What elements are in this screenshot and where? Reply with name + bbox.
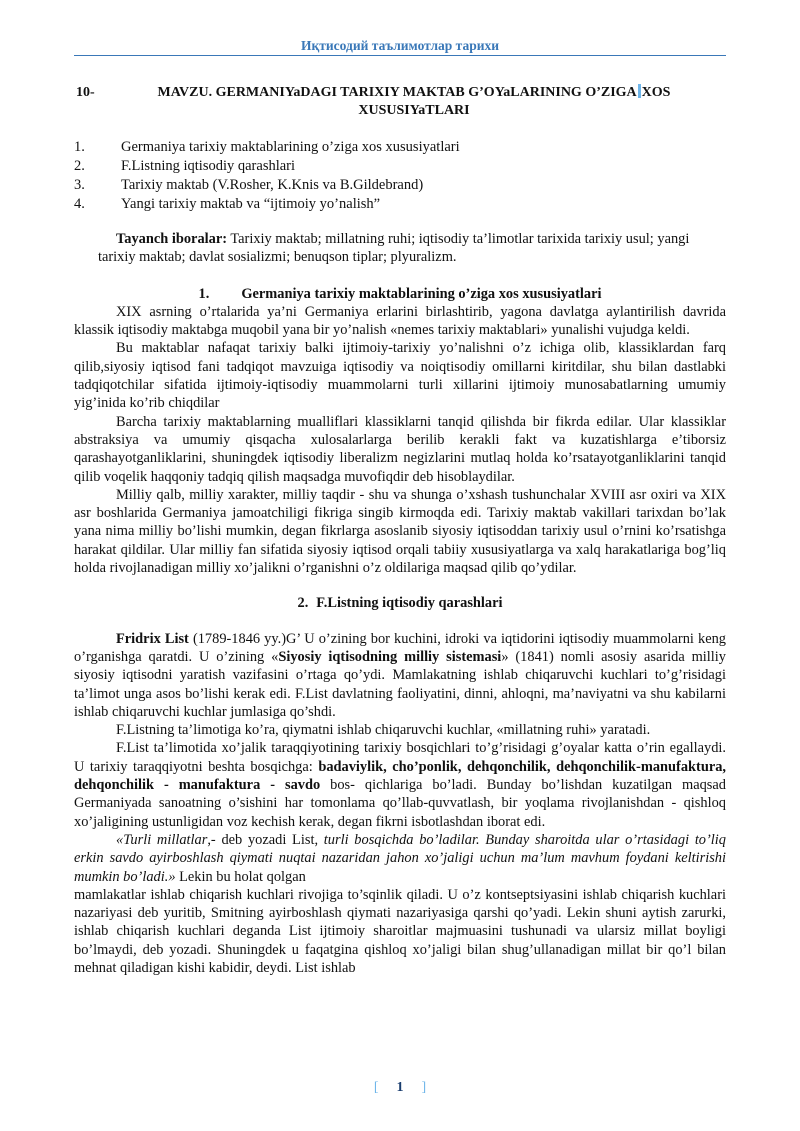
chapter-title-text <box>76 84 726 120</box>
footer-left-bracket: [ <box>373 1080 379 1095</box>
section-title: Germaniya tarixiy maktablarining o’ziga xos xususiyatlari <box>241 285 602 302</box>
text-run: Lekin bu holat qolgan <box>175 868 306 885</box>
outline-item-number: 2. <box>74 158 85 174</box>
running-header: Иқтисодий таълимотлар тарихи <box>74 38 726 56</box>
chapter-number: 10- <box>76 85 95 100</box>
outline-item-number: 4. <box>74 196 85 212</box>
section-number: 2. <box>297 595 309 612</box>
quote-text: turli bosqichda bo’ladilar. Bunday sharoitda ular o’rtasidagi to’liq erkin savdo ayirboshlash qiymati nuqtai nazaridan jahon xo’jaligi uchun ma’lum mavhum foydani keltirishi mumkin bo’ladi.» <box>74 831 726 885</box>
paragraph <box>74 630 726 721</box>
chapter-title-line2: XUSUSIYaTLARI <box>358 103 470 118</box>
outline-item <box>74 138 724 157</box>
paragraph: mamlakatlar ishlab chiqarish kuchlari rivojiga to’sqinlik qiladi. U o’z kontseptsiyasini ishlab chiqarish kuchlari nazariyasi deb yuritib, Smitning ayirboshlash qiymati nazariyasiga qarshi qo’yadi. Lekin shuni aytish zarurki, ishlab chiqarish kuchlari deganda List ijtimoiy sharoitlar majmuasini tushunadi va ularsiz millat boyligi bo’lmaydi, deb yozadi. Shuningdek u faqatgina qishloq xo’jaligi bilan shug’ullanadigan millat bir qo’l bilan mehnat qiladigan kishi kabidir, deydi. List ishlab <box>74 886 726 976</box>
paragraph <box>74 739 726 830</box>
paragraph: Milliy qalb, milliy xarakter, milliy taqdir - shu va shunga o’xshash tushunchalar XVIII asr oxiri va XIX asr boshlarida Germaniya jamoatchiligi fikriga singib kirmoqda edi. Tarixiy maktab vakillari tarixdan bo’lak yana nima milliy bo’lishi mumkin, degan fikrlarga asoslanib siyosiy iqtisoddan tarixiy usul o’rnini ko’rsatishga harakat qildilar. Ular milliy fan sifatida siyosiy iqtisod orqali tabiiy xususiyatlarga va xalq harakatlariga bog’liq holda rivojlanadigan milliy xo’jalikni o’rganishni o’z oldilariga maqsad qilib qo’ydilar. <box>74 486 726 577</box>
paragraph <box>74 831 726 886</box>
text-cursor-marker <box>638 84 641 98</box>
section-title: F.Listning iqtisodiy qarashlari <box>316 595 503 612</box>
keywords-label: Tayanch iboralar: <box>116 231 228 247</box>
work-title: Siyosiy iqtisodning milliy sistemasi <box>278 648 502 665</box>
outline-item <box>74 157 724 176</box>
document-body <box>74 230 726 977</box>
section-number: 1. <box>198 285 210 302</box>
paragraph: Bu maktablar nafaqat tarixiy balki ijtimoiy-tarixiy yo’nalishni o’z ichiga olib, klassiklardan farq qilib,siyosiy iqtisod fani tadqiqot mavzuiga iqtisodiy va noiqtisodiy omillarni kiritdilar, shu bilan dastlabki tadqiqotchilar sifatida ijtimoiy-iqtisodiy muammolarni turli xillarini ijtimoiy munosabatlarning umumiy yig’inida ko’rib chiqdilar <box>74 340 726 412</box>
text-run: ,- deb yozadi List, <box>207 831 324 848</box>
page-number: 1 <box>396 1080 404 1095</box>
person-name: Fridrix List <box>116 630 189 647</box>
outline-item-text: F.Listning iqtisodiy qarashlari <box>121 158 296 174</box>
paragraph: Barcha tarixiy maktablarning mualliflari klassiklarni tanqid qilishda bir fikrda edilar. Ular klassiklar abstraksiya va umumiy qisqacha xulosalarlarga berilib kerakli fakt va kuzatishlarga e’tiborsiz qarashayotganliklarini, shuningdek iqtisodiy liberalizm negizlarini mutlaq holda ko’rsatayotganliklarini tanqid qilib voqelik haqqoniy tadqiq qilish maqsadga muvofiqdir deb hisoblaydilar. <box>74 413 726 485</box>
text-run: F.List ta’limotida xo’jalik taraqqiyotining tarixiy bosqichlari to’g’risidagi g’oyalar katta o’rin egallaydi. U tarixiy taraqqiyotni beshta bosqichga: <box>74 740 726 775</box>
outline-item <box>74 176 724 195</box>
outline-item-text: Yangi tarixiy maktab va “ijtimoiy yo’nalish” <box>121 196 381 212</box>
keywords-text: Tarixiy maktab; millatning ruhi; iqtisodiy ta’limotlar tarixida tarixiy usul; yangi tarixiy maktab; davlat sosializmi; benuqson tiplar; plyuralizm. <box>98 231 690 266</box>
page-footer <box>0 1080 800 1096</box>
section-heading-1 <box>74 285 726 303</box>
section-heading-2 <box>74 594 726 612</box>
stages-list: badaviylik, cho’ponlik, dehqonchilik, dehqonchilik-manufaktura, dehqonchilik - manufaktura - savdo <box>74 758 727 794</box>
outline-item-text: Germaniya tarixiy maktablarining o’ziga xos xususiyatlari <box>121 139 460 155</box>
outline-item <box>74 195 724 214</box>
topic-outline <box>74 138 724 214</box>
footer-right-bracket: ] <box>421 1080 427 1095</box>
text-run: (1789-1846 yy.)G’ U o’zining bor kuchini, idroki va iqtidorini iqtisodiy muammolarni keng o’rganishga qaratdi. U o’zining « <box>74 630 726 665</box>
quote-text: «Turli millatlar <box>116 831 208 848</box>
paragraph: XIX asrning o’rtalarida ya’ni Germaniya erlarini birlashtirib, yagona davlatga aylantirilish davrida klassik iqtisodiy maktabga muqobil yana bir yo’nalish «nemes tarixiy maktablari» yunalishi vujudga keldi. <box>74 303 726 339</box>
text-run: bos- qichlariga bo’ladi. Bunday bo’lishdan kuzatilgan maqsad Germaniyada sanoatning o’sishini har tomonlama qo’llab-quvvatlash, bir yoqlama rivojlanishdan - qishloq xo’jaligining ustunligidan voz kechish kerak, degan fikrni isbotlashdan iborat edi. <box>74 777 726 830</box>
paragraph: F.Listning ta’limotiga ko’ra, qiymatni ishlab chiqaruvchi kuchlar, «millatning ruhi» yaratadi. <box>116 722 651 739</box>
chapter-title-line1-end: XOS <box>641 85 671 100</box>
text-run: » (1841) nomli asosiy asarida milliy siyosiy iqtisodni yaratish vazifasini o’rtaga qo’ydi. Mamlakatning ishlab chiqaruvchi kuchlari to’g’risidagi ta’limot unga asos bo’lishi kerak edi. F.List davlatning faoliyatini, dinni, ahloqni, ma’naviyatni va shu kabilarni ishlab chiqaruvchi kuchlar jumlasiga qo’shdi. <box>74 648 726 720</box>
keywords-paragraph <box>74 230 726 267</box>
outline-item-number: 1. <box>74 139 85 155</box>
chapter-title-line1: MAVZU. GERMANIYaDAGI TARIXIY MAKTAB G’OYaLARINING O’ZIGA <box>157 85 637 100</box>
outline-item-number: 3. <box>74 177 85 193</box>
chapter-title <box>76 84 726 120</box>
outline-item-text: Tarixiy maktab (V.Rosher, K.Knis va B.Gildebrand) <box>121 177 424 193</box>
